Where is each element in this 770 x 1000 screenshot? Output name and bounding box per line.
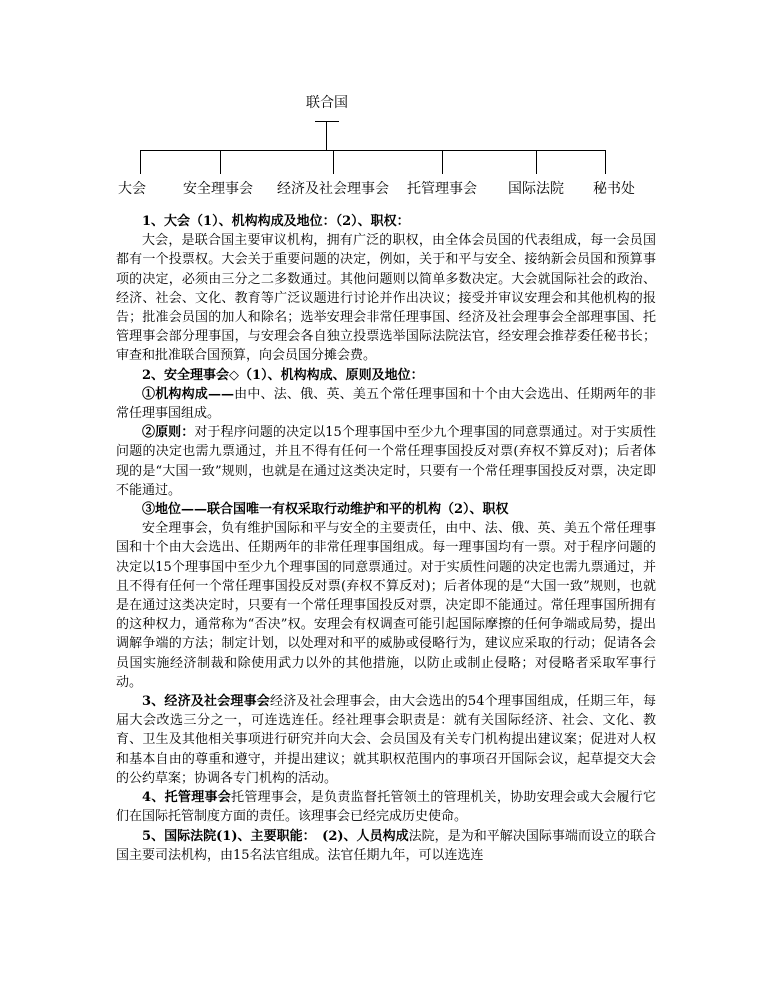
org-node-ecosoc: 经济及社会理事会 bbox=[277, 181, 389, 197]
paragraph: ①机构构成——由中、法、俄、英、美五个常任理事国和十个由大会选出、任期两年的非常任理事国组成。 bbox=[116, 386, 656, 422]
paragraph: 4、托管理事会托管理事会，是负责监督托管领土的管理机关，协助安理会或大会履行它们在国际托管制度方面的责任。该理事会已经完成历史使命。 bbox=[116, 790, 656, 825]
root-stem bbox=[326, 121, 327, 151]
branch-stem-3 bbox=[333, 150, 334, 174]
org-chart-root: 联合国 bbox=[306, 95, 348, 111]
document-body bbox=[116, 212, 656, 865]
root-bar bbox=[315, 121, 339, 122]
paragraph: ③地位——联合国唯一有权采取行动维护和平的机构（2）、职权 bbox=[142, 502, 509, 518]
branch-stem-4 bbox=[442, 150, 443, 174]
org-node-secretariat: 秘书处 bbox=[593, 181, 635, 197]
paragraph: 5、国际法院(1)、主要职能： (2)、人员构成法院，是为和平解决国际事端而设立的联合国主要司法机构，由15名法官组成。法官任期九年，可以连选连 bbox=[116, 828, 656, 863]
branch-stem-1 bbox=[140, 150, 141, 174]
branch-stem-5 bbox=[536, 150, 537, 174]
paragraph: 3、经济及社会理事会经济及社会理事会，由大会选出的54个理事国组成，任期三年，每届大会改选三分之一，可连选连任。经社理事会职责是：就有关国际经济、社会、文化、教育、卫生及其他相关事项进行研究并向大会、会员国及有关专门机构提出建议案；促进对人权和基本自由的尊重和遵守，并提出建议；就其职权范围内的事项召开国际会议，起草提交大会的公约草案；协调各专门机构的活动。 bbox=[116, 694, 656, 786]
org-node-icj: 国际法院 bbox=[508, 181, 564, 197]
org-chart bbox=[0, 0, 770, 210]
paragraph: 安全理事会，负有维护国际和平与安全的主要责任，由中、法、俄、英、美五个常任理事国和十个由大会选出、任期两年的非常任理事国组成。每一理事国均有一票。对于程序问题的决定以15个理事国中至少九个理事国的同意票通过。对于实质性问题的决定也需九票通过，并且不得有任何一个常任理事国投反对票(弃权不算反对)；后者体现的是“大国一致”规则，也就是在通过这类决定时，只要有一个常任理事国投反对票，决定即不能通过。常任理事国所拥有的这种权力，通常称为“否决”权。安理会有权调查可能引起国际摩擦的任何争端或局势，提出调解争端的方法；制定计划，以处理对和平的威胁或侵略行为，建议应采取的行动；促请各会员国实施经济制裁和除使用武力以外的其他措施，以防止或制止侵略；对侵略者采取军事行动。 bbox=[116, 521, 656, 690]
paragraph: ②原则：对于程序问题的决定以15个理事国中至少九个理事国的同意票通过。对于实质性问题的决定也需九票通过，并且不得有任何一个常任理事国投反对票(弃权不算反对)；后者体现的是“大国一致”规则，也就是在通过这类决定时，只要有一个常任理事国投反对票，决定即不能通过。 bbox=[116, 425, 656, 498]
org-node-general-assembly: 大会 bbox=[118, 181, 146, 197]
org-node-trusteeship-council: 托管理事会 bbox=[407, 181, 477, 197]
org-node-security-council: 安全理事会 bbox=[183, 181, 253, 197]
branch-stem-6 bbox=[605, 150, 606, 174]
paragraph: 大会，是联合国主要审议机构，拥有广泛的职权，由全体会员国的代表组成，每一会员国都有一个投票权。大会关于重要问题的决定，例如，关于和平与安全、接纳新会员国和预算事项的决定，必须由三分之二多数通过。其他问题则以简单多数决定。大会就国际社会的政治、经济、社会、文化、教育等广泛议题进行讨论并作出决议；接受并审议安理会和其他机构的报告；批准会员国的加人和除名；选举安理会非常任理事国、经济及社会理事会全部理事国、托管理事会部分理事国，与安理会各自独立投票选举国际法院法官，经安理会推荐委任秘书长；审查和批准联合国预算，向会员国分摊会费。 bbox=[116, 233, 656, 364]
paragraph: 2、安全理事会◇（1）、机构构成、原则及地位： bbox=[142, 367, 424, 383]
branch-stem-2 bbox=[220, 150, 221, 174]
paragraph: 1、大会（1）、机构构成及地位：（2）、职权： bbox=[142, 214, 410, 229]
